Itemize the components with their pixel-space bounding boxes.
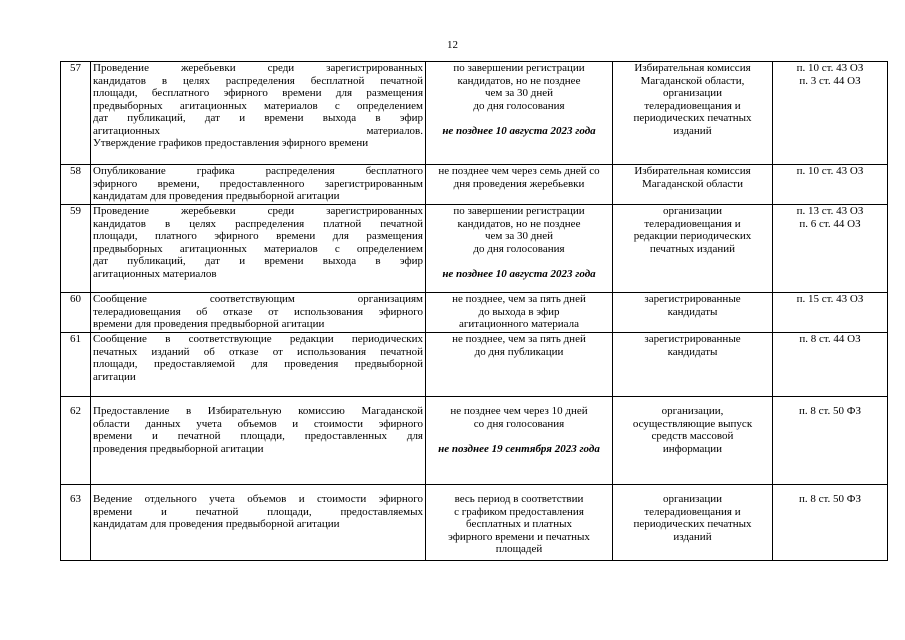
description-line: печатных изданий об отказе от использования печатной bbox=[93, 345, 423, 358]
reference-line: п. 6 ст. 44 ОЗ bbox=[799, 217, 861, 230]
responsible-line: Избирательная комиссия bbox=[634, 62, 751, 74]
term-line: эфирного времени и печатных bbox=[448, 530, 590, 543]
description-line: предвыборных агитационных материалов с определением bbox=[93, 99, 423, 112]
term-line: по завершении регистрации bbox=[453, 62, 585, 74]
term-line: кандидатов, но не позднее bbox=[457, 74, 581, 87]
description-line: дат публикаций, дат и времени выхода в эфир bbox=[93, 112, 423, 124]
legal-reference bbox=[773, 485, 888, 561]
term-line: площадей bbox=[495, 543, 543, 555]
term-line: до дня голосования bbox=[473, 242, 565, 255]
description-line: Утверждение графиков предоставления эфирного времени bbox=[93, 137, 369, 149]
table-row bbox=[61, 62, 888, 165]
description-line: агитационных материалов bbox=[93, 267, 217, 280]
description-line: кандидатам для проведения предвыборной агитации bbox=[93, 190, 340, 202]
deadline-date: не позднее 19 сентября 2023 года bbox=[438, 442, 600, 455]
reference-line: п. 8 ст. 50 ФЗ bbox=[799, 493, 861, 505]
description-line: Проведение жеребьевки среди зарегистрированных bbox=[93, 205, 423, 217]
row-number: 58 bbox=[61, 165, 91, 205]
term-line: агитационного материала bbox=[458, 318, 580, 330]
reference-line: п. 13 ст. 43 ОЗ bbox=[796, 205, 864, 217]
term-line: не позднее, чем за пять дней bbox=[452, 333, 586, 345]
description-line: кандидатов в целях распределения бесплатной печатной bbox=[93, 74, 423, 87]
legal-reference bbox=[773, 62, 888, 165]
event-term bbox=[426, 485, 613, 561]
spacer bbox=[428, 255, 610, 268]
term-line: до выхода в эфир bbox=[478, 305, 560, 318]
row-number: 59 bbox=[61, 205, 91, 293]
term-line: не позднее чем через семь дней со bbox=[438, 165, 600, 177]
responsible-party bbox=[613, 485, 773, 561]
description-line: Проведение жеребьевки среди зарегистрированных bbox=[93, 62, 423, 74]
event-description bbox=[91, 397, 426, 485]
description-line: кандидатов в целях распределения платной печатной bbox=[93, 217, 423, 230]
term-line: со дня голосования bbox=[473, 417, 565, 430]
responsible-line: кандидаты bbox=[667, 305, 718, 318]
table-row bbox=[61, 333, 888, 397]
reference-line: п. 3 ст. 44 ОЗ bbox=[799, 74, 861, 87]
legal-reference bbox=[773, 205, 888, 293]
responsible-line: редакции периодических bbox=[633, 230, 752, 242]
responsible-line: изданий bbox=[673, 530, 712, 543]
reference-line: п. 8 ст. 44 ОЗ bbox=[799, 333, 861, 345]
responsible-line: осуществляющие выпуск bbox=[632, 417, 753, 430]
event-term bbox=[426, 62, 613, 165]
description-line: Ведение отдельного учета объемов и стоимости эфирного bbox=[93, 493, 423, 505]
deadline-date: не позднее 10 августа 2023 года bbox=[442, 124, 596, 137]
schedule-table bbox=[60, 61, 888, 561]
term-line: до дня публикации bbox=[474, 345, 564, 358]
table-row bbox=[61, 485, 888, 561]
description-line: времени для проведения предвыборной агитации bbox=[93, 318, 325, 330]
event-description bbox=[91, 293, 426, 333]
responsible-line: Магаданской области bbox=[642, 177, 743, 190]
description-line: времени и печатной площади, предоставленных для bbox=[93, 430, 423, 442]
reference-line: п. 15 ст. 43 ОЗ bbox=[796, 293, 864, 305]
table-row bbox=[61, 205, 888, 293]
reference-line: п. 10 ст. 43 ОЗ bbox=[796, 165, 864, 177]
term-line: дня проведения жеребьевки bbox=[453, 177, 585, 190]
description-line: площади, предоставляемой для проведения предвыборной bbox=[93, 358, 423, 370]
responsible-line: кандидаты bbox=[667, 345, 718, 358]
responsible-line: печатных изданий bbox=[649, 242, 736, 255]
responsible-line: информации bbox=[662, 442, 723, 455]
description-line: агитационных материалов. bbox=[93, 124, 423, 137]
description-line: времени и печатной площади, предоставляемых bbox=[93, 505, 423, 518]
term-line: не позднее чем через 10 дней bbox=[450, 405, 588, 417]
event-description bbox=[91, 205, 426, 293]
term-line: до дня голосования bbox=[473, 99, 565, 112]
responsible-line: организации, bbox=[661, 405, 724, 417]
responsible-line: телерадиовещания и bbox=[644, 217, 741, 230]
term-line: по завершении регистрации bbox=[453, 205, 585, 217]
responsible-party bbox=[613, 165, 773, 205]
responsible-party bbox=[613, 333, 773, 397]
event-description bbox=[91, 165, 426, 205]
legal-reference bbox=[773, 165, 888, 205]
event-description bbox=[91, 485, 426, 561]
event-term bbox=[426, 333, 613, 397]
spacer bbox=[428, 112, 610, 125]
description-line: площади, платного эфирного времени для размещения bbox=[93, 230, 423, 242]
reference-line: п. 8 ст. 50 ФЗ bbox=[799, 405, 861, 417]
spacer bbox=[428, 430, 610, 443]
responsible-line: зарегистрированные bbox=[644, 293, 741, 305]
description-line: Предоставление в Избирательную комиссию Магаданской bbox=[93, 405, 423, 417]
page-number: 12 bbox=[447, 39, 458, 51]
table-row bbox=[61, 397, 888, 485]
table-row bbox=[61, 293, 888, 333]
responsible-line: средств массовой bbox=[651, 430, 734, 442]
description-line: кандидатам для проведения предвыборной агитации bbox=[93, 518, 340, 530]
responsible-line: изданий bbox=[673, 124, 712, 137]
description-line: агитации bbox=[93, 370, 136, 383]
event-description bbox=[91, 333, 426, 397]
responsible-party bbox=[613, 397, 773, 485]
term-line: бесплатных и платных bbox=[466, 518, 572, 530]
responsible-line: Магаданской области, bbox=[640, 74, 745, 87]
row-number: 60 bbox=[61, 293, 91, 333]
description-line: Сообщение соответствующим организациям bbox=[93, 293, 423, 305]
event-term bbox=[426, 293, 613, 333]
responsible-party bbox=[613, 293, 773, 333]
row-number: 57 bbox=[61, 62, 91, 165]
responsible-line: организации bbox=[662, 87, 723, 99]
responsible-line: зарегистрированные bbox=[644, 333, 741, 345]
event-term bbox=[426, 397, 613, 485]
responsible-line: организации bbox=[662, 205, 723, 217]
term-line: весь период в соответствии bbox=[454, 493, 584, 505]
term-line: чем за 30 дней bbox=[484, 87, 554, 99]
responsible-line: телерадиовещания и bbox=[644, 99, 741, 112]
schedule-table-body bbox=[61, 62, 888, 561]
responsible-line: телерадиовещания и bbox=[644, 505, 741, 518]
description-line: площади, бесплатного эфирного времени для размещения bbox=[93, 87, 423, 99]
event-term bbox=[426, 165, 613, 205]
description-line: предвыборных агитационных материалов с определением bbox=[93, 242, 423, 255]
responsible-party bbox=[613, 62, 773, 165]
reference-line: п. 10 ст. 43 ОЗ bbox=[796, 62, 864, 74]
description-line: области данных учета объемов и стоимости эфирного bbox=[93, 417, 423, 430]
term-line: чем за 30 дней bbox=[484, 230, 554, 242]
legal-reference bbox=[773, 397, 888, 485]
description-line: телерадиовещания об отказе от использования эфирного bbox=[93, 305, 423, 318]
term-line: кандидатов, но не позднее bbox=[457, 217, 581, 230]
table-row bbox=[61, 165, 888, 205]
term-line: не позднее, чем за пять дней bbox=[452, 293, 586, 305]
responsible-line: организации bbox=[662, 493, 723, 505]
responsible-line: Избирательная комиссия bbox=[634, 165, 751, 177]
responsible-line: периодических печатных bbox=[633, 112, 752, 124]
description-line: Опубликование графика распределения бесплатного bbox=[93, 165, 423, 177]
legal-reference bbox=[773, 293, 888, 333]
row-number: 63 bbox=[61, 485, 91, 561]
term-line: с графиком предоставления bbox=[454, 505, 584, 518]
description-line: проведения предвыборной агитации bbox=[93, 442, 264, 455]
event-description bbox=[91, 62, 426, 165]
deadline-date: не позднее 10 августа 2023 года bbox=[442, 267, 596, 280]
legal-reference bbox=[773, 333, 888, 397]
description-line: Сообщение в соответствующие редакции периодических bbox=[93, 333, 423, 345]
description-line: дат публикаций, дат и времени выхода в эфир bbox=[93, 255, 423, 267]
description-line: эфирного времени, предоставленного зарегистрированным bbox=[93, 177, 423, 190]
event-term bbox=[426, 205, 613, 293]
row-number: 62 bbox=[61, 397, 91, 485]
responsible-line: периодических печатных bbox=[633, 518, 752, 530]
responsible-party bbox=[613, 205, 773, 293]
row-number: 61 bbox=[61, 333, 91, 397]
